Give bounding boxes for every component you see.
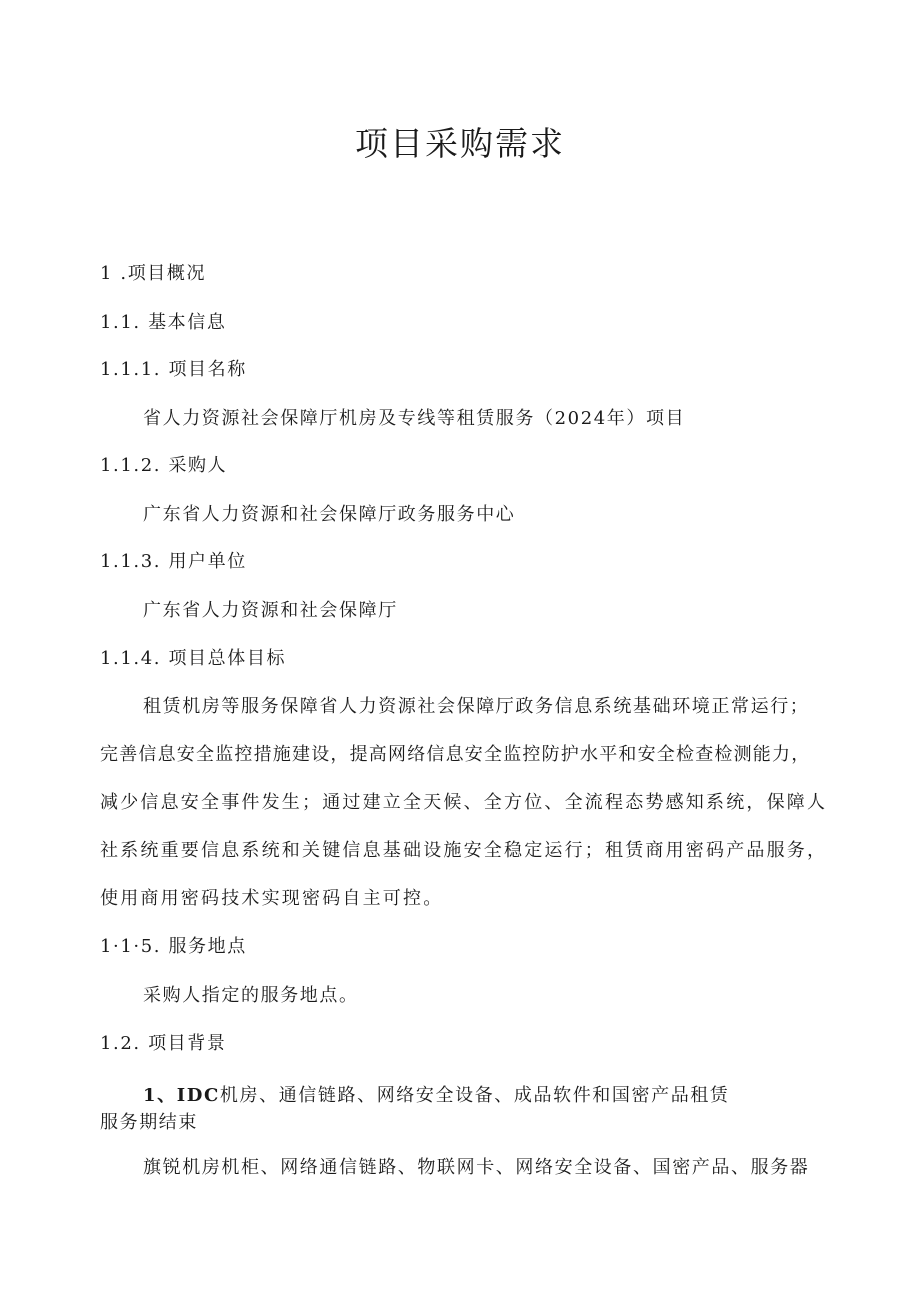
background-item-1-text: 机房、通信链路、网络安全设备、成品软件和国密产品租赁	[219, 1085, 730, 1106]
background-item-1-line-2: 服务期结束	[100, 1112, 198, 1133]
section-1-1-3-heading: 1.1.3. 用户单位	[100, 551, 247, 572]
section-1-1-heading: 1.1. 基本信息	[100, 312, 227, 333]
background-item-1-lead: 1、IDC	[143, 1085, 220, 1106]
purchaser-text: 广东省人力资源和社会保障厅政务服务中心	[143, 504, 516, 525]
project-name-text: 省人力资源社会保障厅机房及专线等租赁服务（2024年）项目	[143, 408, 686, 429]
section-1-1-5-heading: 1·1·5. 服务地点	[100, 936, 247, 957]
document-title: 项目采购需求	[355, 124, 565, 163]
background-item-1	[143, 1084, 730, 1108]
section-1-heading: 1 .项目概况	[100, 263, 207, 284]
user-unit-text: 广东省人力资源和社会保障厅	[143, 600, 398, 621]
goal-line-3: 减少信息安全事件发生；通过建立全天候、全方位、全流程态势感知系统，保障人	[100, 792, 828, 813]
section-1-1-1-heading: 1.1.1. 项目名称	[100, 359, 247, 380]
background-paragraph-start: 旗锐机房机柜、网络通信链路、物联网卡、网络安全设备、国密产品、服务器	[143, 1157, 810, 1178]
goal-line-1: 租赁机房等服务保障省人力资源社会保障厅政务信息系统基础环境正常运行；	[143, 696, 810, 717]
section-1-1-2-heading: 1.1.2. 采购人	[100, 455, 228, 476]
goal-line-5: 使用商用密码技术实现密码自主可控。	[100, 888, 444, 909]
goal-line-4: 社系统重要信息系统和关键信息基础设施安全稳定运行；租赁商用密码产品服务，	[100, 840, 828, 861]
section-1-2-heading: 1.2. 项目背景	[100, 1033, 227, 1054]
service-location-text: 采购人指定的服务地点。	[143, 985, 359, 1006]
goal-line-2: 完善信息安全监控措施建设，提高网络信息安全监控防护水平和安全检查检测能力，	[100, 744, 811, 765]
section-1-1-4-heading: 1.1.4. 项目总体目标	[100, 648, 287, 669]
